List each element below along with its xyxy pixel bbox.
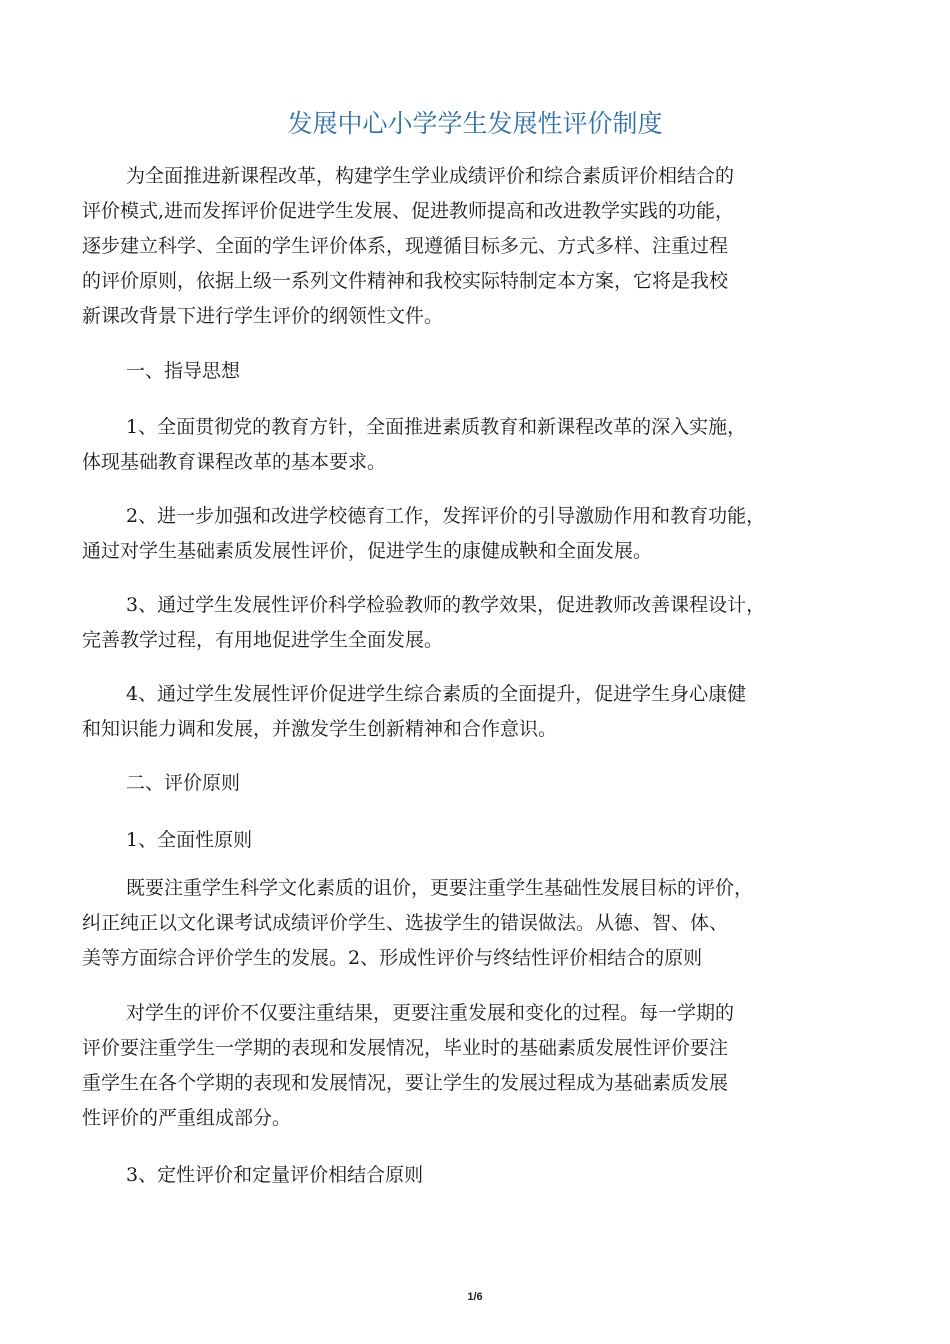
paragraph-line: 2、进一步加强和改进学校德育工作，发挥评价的引导激励作用和教育功能，: [126, 505, 766, 527]
intro-line: 的评价原则，依据上级一系列文件精神和我校实际特制定本方案，它将是我校: [82, 270, 729, 292]
paragraph-line: 纠正纯正以文化课考试成绩评价学生、选拔学生的错误做法。从德、智、体、: [82, 912, 729, 934]
intro-paragraph: [82, 159, 872, 334]
section-heading-text: 二、评价原则: [126, 772, 241, 794]
paragraph-line: 3、通过学生发展性评价科学检验教师的教学效果，促进教师改善课程设计，: [126, 594, 766, 616]
section-heading-guiding-thought: [82, 354, 872, 389]
page-number: 1/6: [467, 1291, 483, 1303]
paragraph-line: 对学生的评价不仅要注重结果，更要注重发展和变化的过程。每一学期的: [126, 1002, 735, 1024]
intro-line: 评价模式,进而发挥评价促进学生发展、促进教师提高和改进教学实践的功能，: [82, 200, 735, 222]
paragraph-line: 重学生在各个学期的表现和发展情况，要让学生的发展过程成为基础素质发展: [82, 1072, 729, 1094]
paragraph-line: 4、通过学生发展性评价促进学生综合素质的全面提升，促进学生身心康健: [126, 683, 747, 705]
intro-line: 逐步建立科学、全面的学生评价体系，现遵循目标多元、方式多样、注重过程: [82, 235, 729, 257]
paragraph-line: 评价要注重学生一学期的表现和发展情况，毕业时的基础素质发展性评价要注: [82, 1037, 729, 1059]
guiding-item-1: [82, 410, 872, 480]
paragraph-line: 既要注重学生科学文化素质的诅价，更要注重学生基础性发展目标的评价，: [126, 877, 754, 899]
subheading-text: 1、全面性原则: [126, 829, 253, 851]
intro-line: 新课改背景下进行学生评价的纲领性文件。: [82, 305, 444, 327]
paragraph-line: 性评价的严重组成部分。: [82, 1107, 292, 1129]
guiding-item-3: [82, 588, 872, 658]
guiding-item-2: [82, 499, 872, 569]
principle-3-heading: [82, 1158, 872, 1193]
paragraph-line: 体现基础教育课程改革的基本要求。: [82, 451, 387, 473]
paragraph-line: 和知识能力调和发展，并激发学生创新精神和合作意识。: [82, 718, 558, 740]
guiding-item-4: [82, 677, 872, 747]
section-heading-evaluation-principles: [82, 766, 872, 801]
paragraph-line: 1、全面贯彻党的教育方针，全面推进素质教育和新课程改革的深入实施，: [126, 416, 747, 438]
section-heading-text: 一、指导思想: [126, 360, 241, 382]
principle-2-body: [82, 996, 872, 1136]
principle-1-heading: [82, 823, 872, 858]
intro-line: 为全面推进新课程改革，构建学生学业成绩评价和综合素质评价相结合的: [126, 165, 735, 187]
principle-1-body: [82, 871, 872, 976]
paragraph-line: 通过对学生基础素质发展性评价，促进学生的康健成鞅和全面发展。: [82, 540, 653, 562]
document-title: 发展中心小学学生发展性评价制度: [287, 109, 663, 138]
paragraph-line: 美等方面综合评价学生的发展。2、形成性评价与终结性评价相结合的原则: [82, 947, 703, 969]
paragraph-line: 完善教学过程，有用地促进学生全面发展。: [82, 629, 444, 651]
subheading-text: 3、定性评价和定量评价相结合原则: [126, 1164, 424, 1186]
